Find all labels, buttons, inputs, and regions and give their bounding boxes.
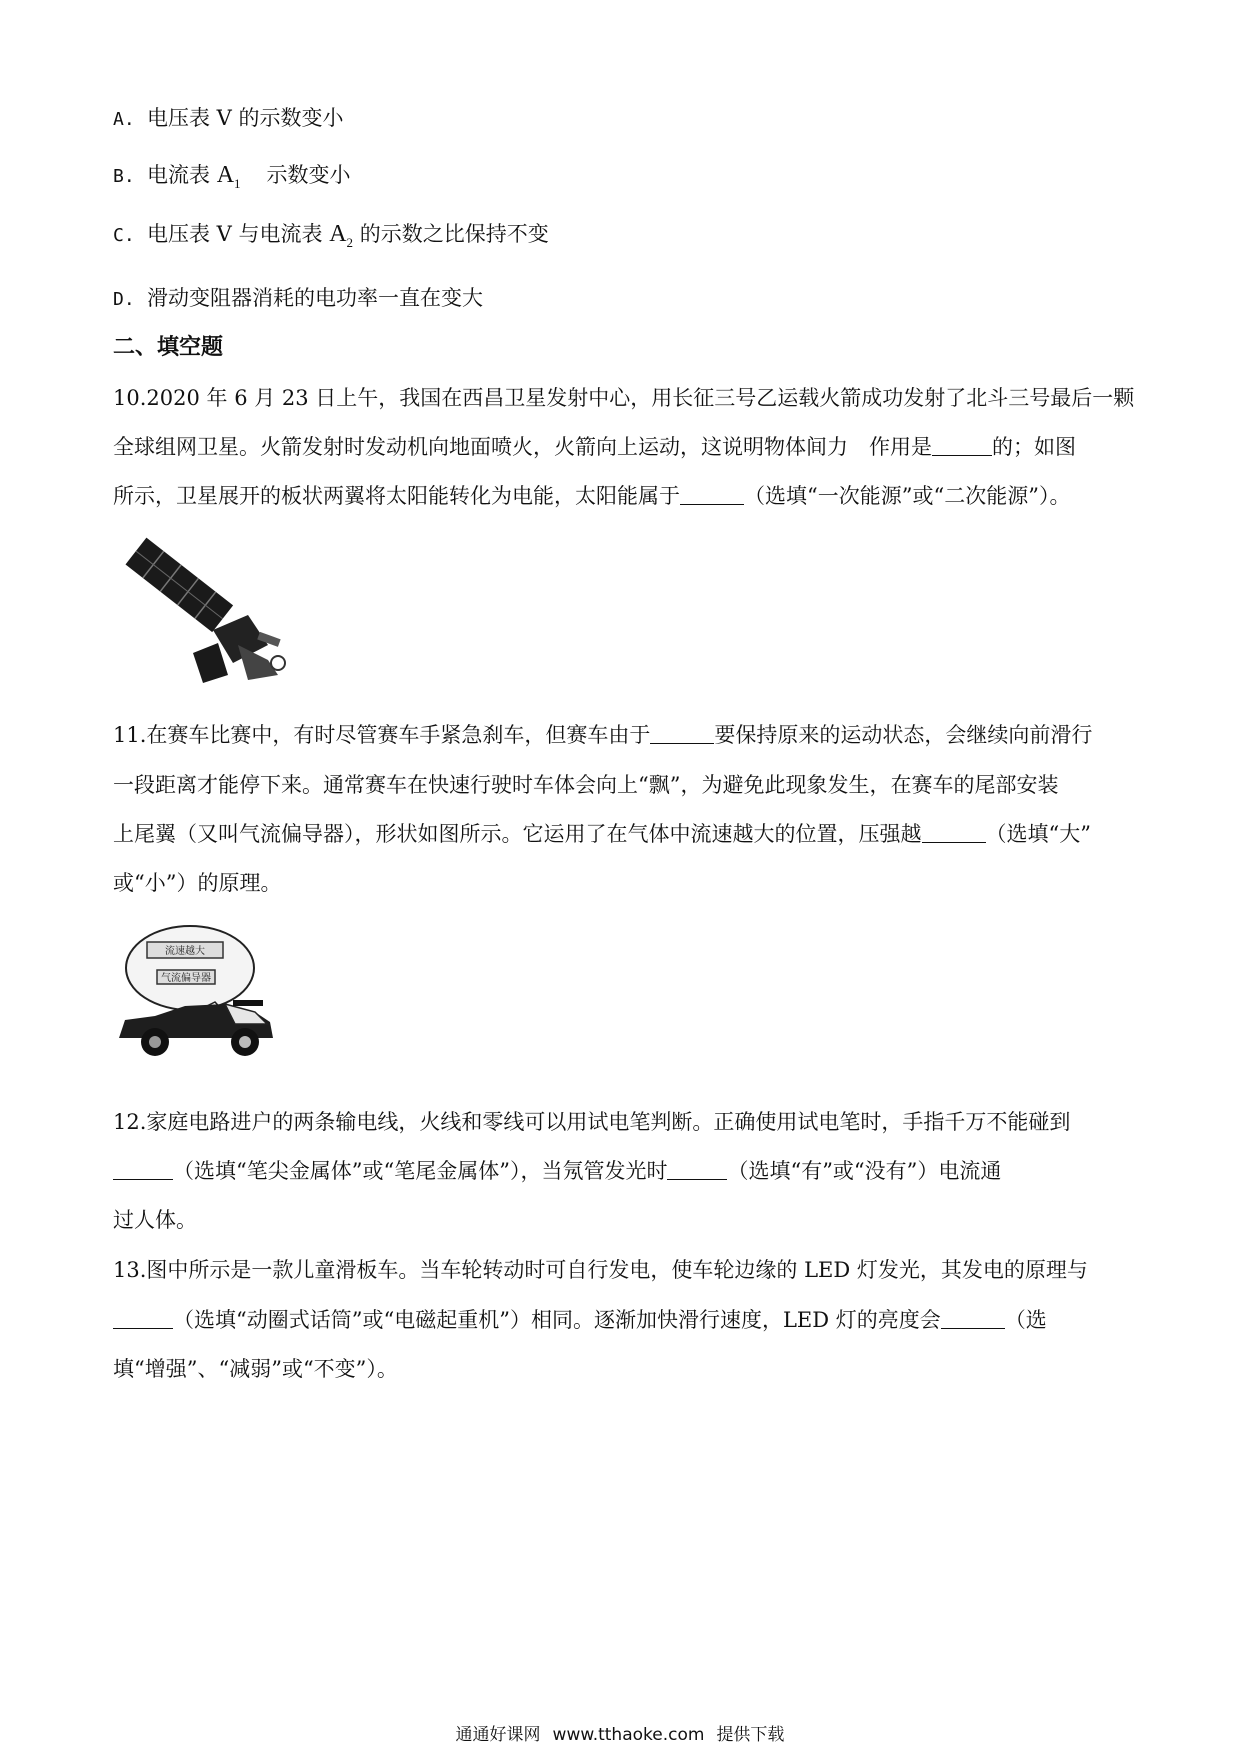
option-text-post: 的示数之比保持不变: [353, 222, 549, 246]
q10-text: 全球组网卫星。火箭发射时发动机向地面喷火，火箭向上运动，这说明物体间力 作用是: [113, 435, 932, 459]
option-text-post: 示数变小: [266, 163, 351, 187]
option-c: [113, 219, 549, 258]
q10-line-2: [113, 432, 1076, 462]
q12-line-3: 过人体。: [113, 1208, 197, 1232]
answer-blank: [650, 721, 714, 744]
ammeter-subscript: 2: [346, 235, 354, 250]
q10-line-1: 10.2020 年 6 月 23 日上午，我国在西昌卫星发射中心，用长征三号乙运载火箭成功发射了北斗三号最后一颗: [113, 386, 1135, 410]
option-d: [113, 283, 483, 315]
page-footer: [0, 1720, 1240, 1745]
q13-line-2: [113, 1305, 1047, 1335]
option-letter: A.: [113, 109, 135, 130]
q10-text: 的；如图: [992, 435, 1076, 459]
ammeter-symbol: A: [216, 162, 235, 188]
section-title: 二、填空题: [113, 335, 224, 360]
q11-text: （选填“大”: [985, 822, 1091, 846]
footer-url[interactable]: www.tthaoke.com: [552, 1725, 705, 1745]
footer-site-name: 通通好课网: [455, 1725, 541, 1745]
answer-blank: [941, 1306, 1005, 1329]
callout-label-1: 流速越大: [165, 946, 205, 957]
q12-line-2: [113, 1156, 1001, 1186]
option-text-pre: 电流表: [147, 163, 217, 187]
answer-blank: [680, 482, 744, 505]
option-b: [113, 160, 351, 199]
q11-text: 11.在赛车比赛中，有时尽管赛车手紧急刹车，但赛车由于: [113, 723, 651, 747]
q10-text: 所示，卫星展开的板状两翼将太阳能转化为电能，太阳能属于: [113, 484, 680, 508]
answer-blank: [113, 1306, 173, 1329]
q11-line-3: [113, 819, 1091, 849]
ammeter-symbol: A: [329, 221, 347, 247]
q11-text: 要保持原来的运动状态，会继续向前滑行: [714, 723, 1093, 747]
option-letter: D.: [113, 289, 135, 310]
q11-text: 上尾翼（又叫气流偏导器），形状如图所示。它运用了在气体中流速越大的位置，压强越: [113, 822, 922, 846]
q13-line-1: 13.图中所示是一款儿童滑板车。当车轮转动时可自行发电，使车轮边缘的 LED 灯发光，其发电的原理与: [113, 1258, 1088, 1282]
option-text-pre: 电压表 V 与电流表: [147, 222, 330, 246]
option-text: 滑动变阻器消耗的电功率一直在变大: [147, 286, 483, 310]
q11-line-1: [113, 720, 1092, 750]
q13-text: （选填“动圈式话筒”或“电磁起重机”）相同。逐渐加快滑行速度，LED 灯的亮度会: [173, 1308, 941, 1332]
q10-line-3: [113, 481, 1070, 511]
q12-text: （选填“笔尖金属体”或“笔尾金属体”），当氖管发光时: [173, 1159, 668, 1183]
answer-blank: [113, 1157, 173, 1180]
footer-suffix: 提供下载: [716, 1725, 785, 1745]
q12-line-1: 12.家庭电路进户的两条输电线，火线和零线可以用试电笔判断。正确使用试电笔时，手指千万不能碰到: [113, 1110, 1071, 1134]
solar-panel: [125, 538, 233, 633]
q13-text: （选: [1004, 1308, 1047, 1332]
q10-text: （选填“一次能源”或“二次能源”）。: [744, 484, 1071, 508]
option-text: 电压表 V 的示数变小: [147, 106, 344, 130]
ammeter-subscript: 1: [234, 176, 241, 191]
race-car-figure: [115, 920, 280, 1065]
q13-line-3: 填“增强”、“减弱”或“不变”）。: [113, 1357, 398, 1381]
option-letter: B.: [113, 166, 135, 187]
answer-blank: [922, 820, 986, 843]
answer-blank: [932, 433, 992, 456]
option-letter: C.: [113, 225, 135, 246]
q12-text: （选填“有”或“没有”）电流通: [727, 1159, 1002, 1183]
q11-line-4: 或“小”）的原理。: [113, 871, 282, 895]
race-car: [119, 1000, 273, 1056]
answer-blank: [667, 1157, 727, 1180]
option-a: [113, 103, 344, 135]
callout-label-2: 气流偏导器: [161, 973, 211, 984]
q11-line-2: 一段距离才能停下来。通常赛车在快速行驶时车体会向上“飘”，为避免此现象发生，在赛车的尾部安装: [113, 773, 1059, 797]
satellite-figure: [118, 535, 293, 685]
